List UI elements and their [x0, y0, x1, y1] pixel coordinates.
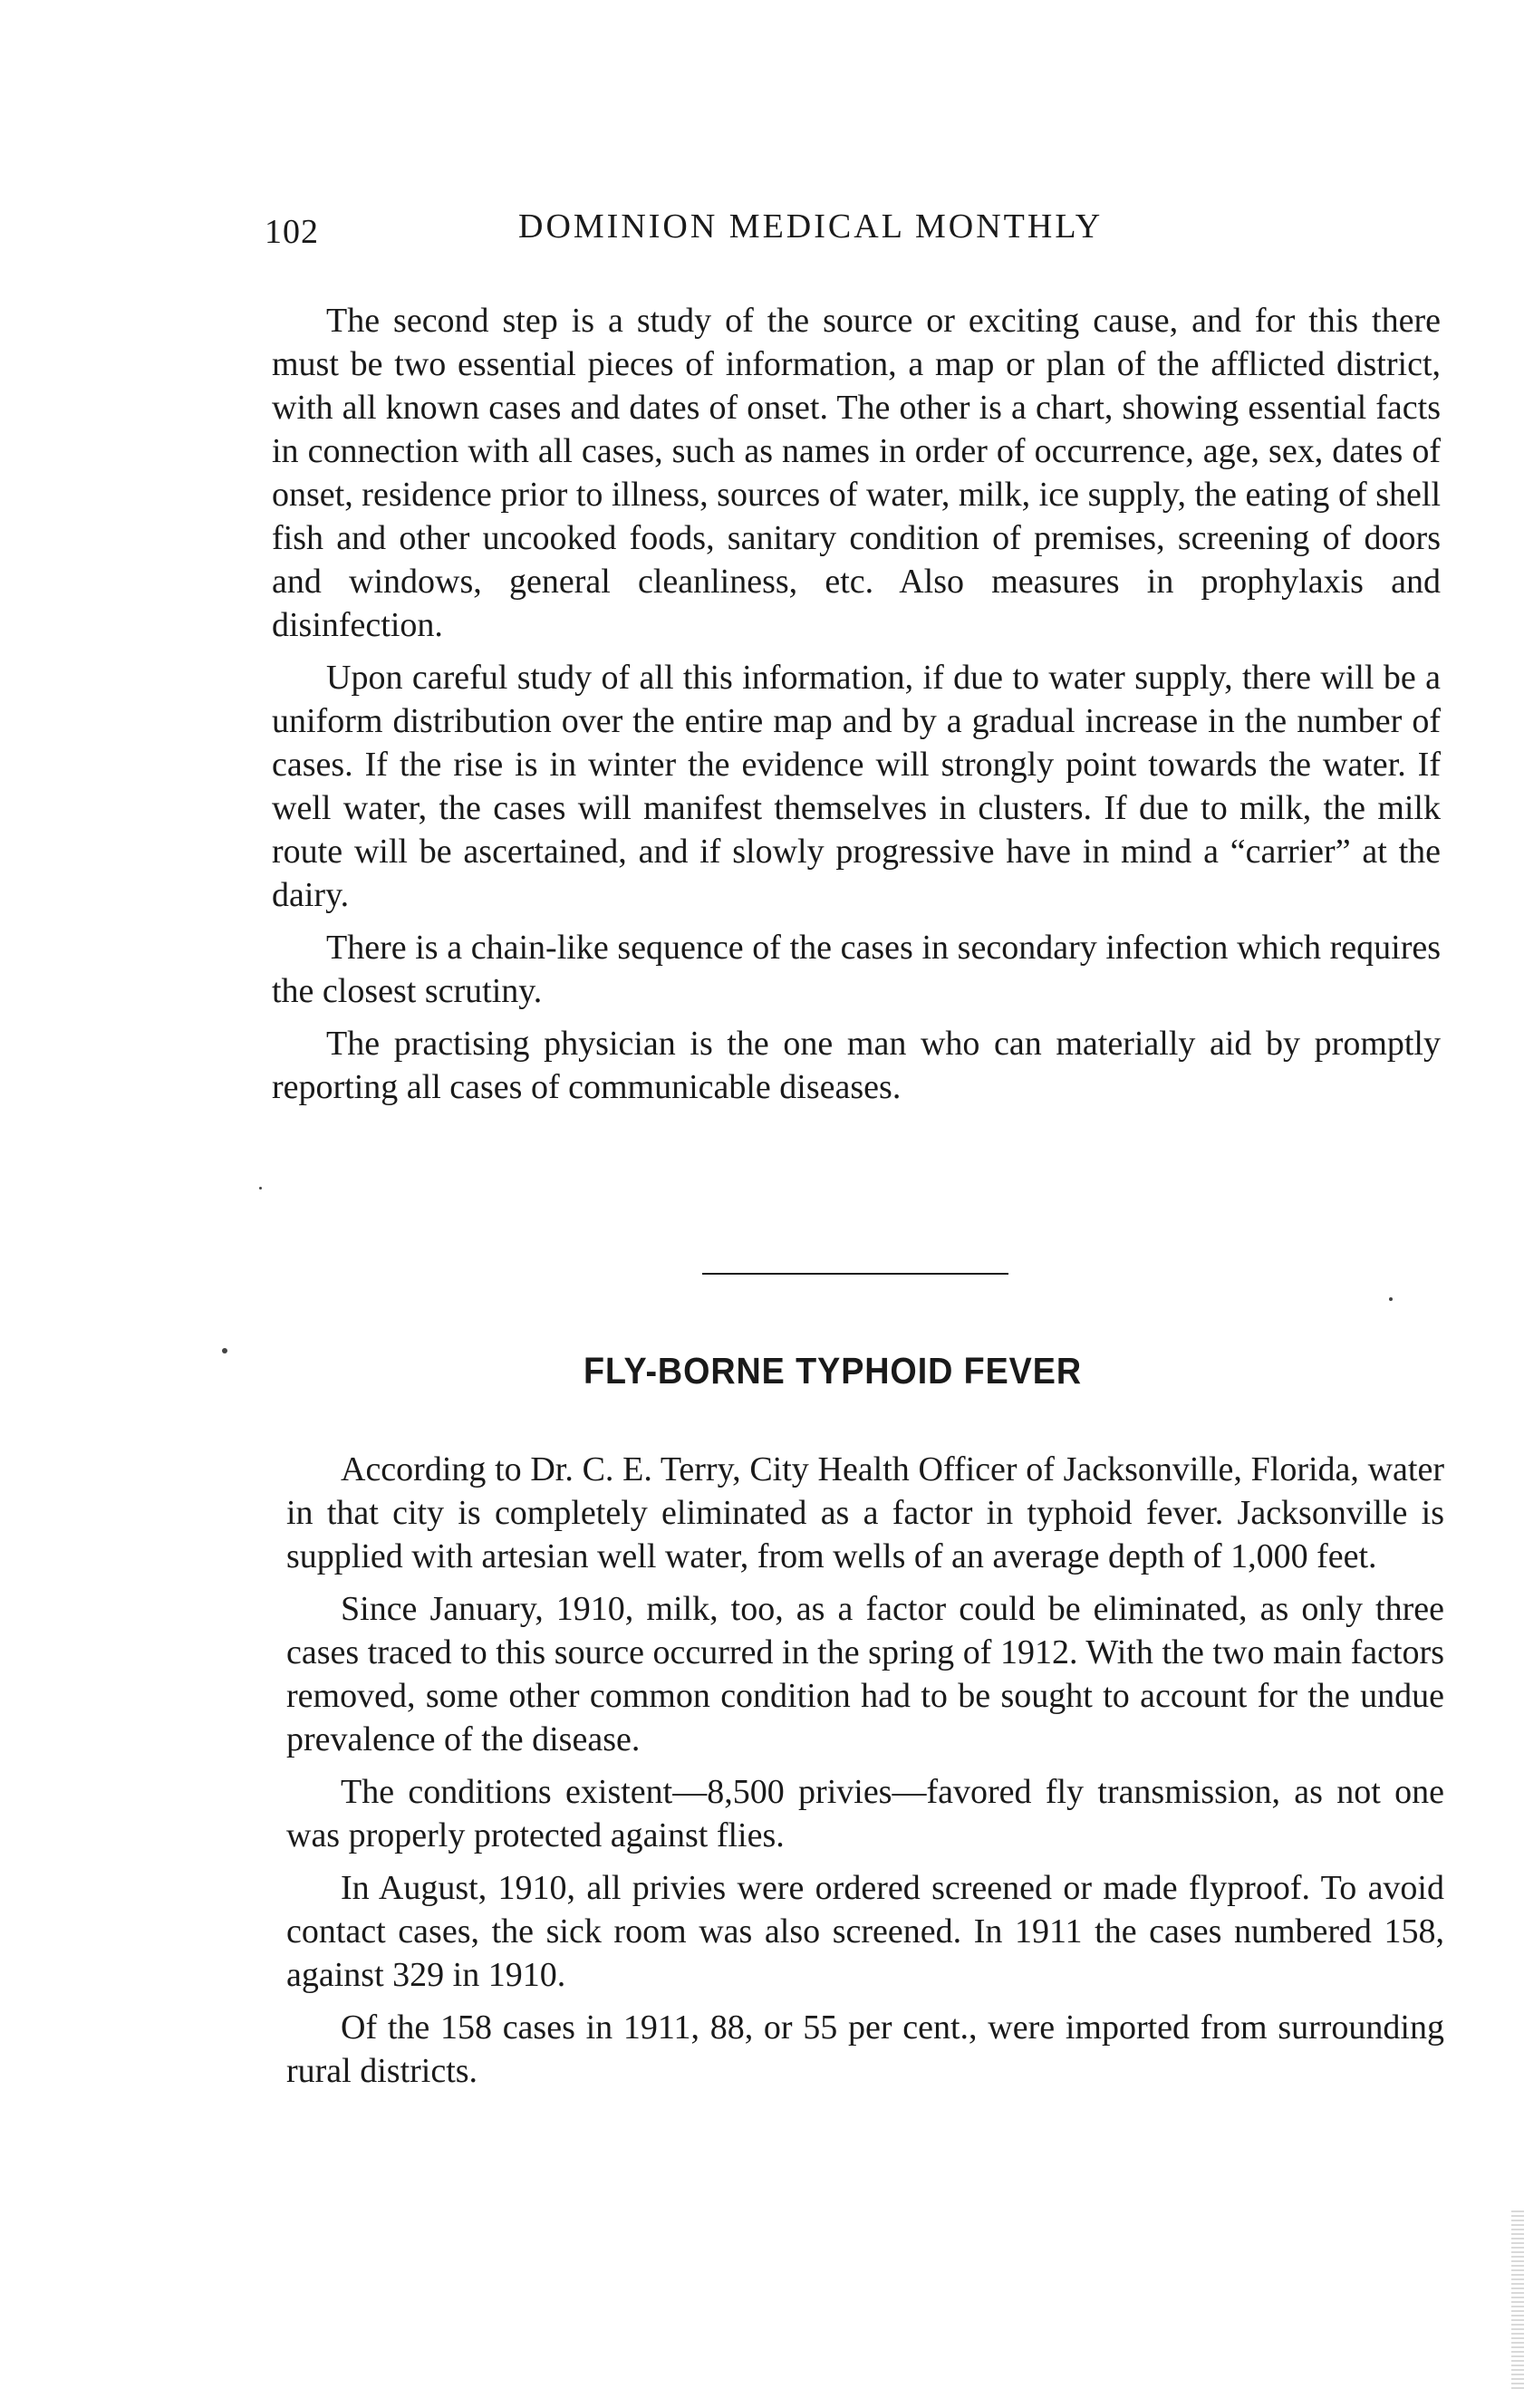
scan-speck	[259, 1187, 262, 1190]
paragraph: Since January, 1910, milk, too, as a factor could be eliminated, as only three cases traced to this source occurred in the spring of 1912. With the two main factors removed, some other common condition had to be sought to account for the undue prevalence of the disease.	[286, 1590, 1444, 1758]
continued-article-text	[272, 299, 1441, 1118]
scan-speck	[1389, 1297, 1393, 1301]
paragraph: The practising physician is the one man who can materially aid by promptly reporting all cases of communicable diseases.	[272, 1025, 1441, 1106]
paragraph: The second step is a study of the source or exciting cause, and for this there must be two essential pieces of information, a map or plan of the afflicted district, with all known cases and dates of onset. The other is a chart, showing essential facts in connection with all cases, such as names in order of occurrence, age, sex, dates of onset, residence prior to illness, sources of water, milk, ice supply, the eating of shell fish and other uncooked foods, sanitary condition of premises, screening of doors and windows, general cleanliness, etc. Also measures in prophylaxis and disinfection.	[272, 302, 1441, 644]
paragraph: Of the 158 cases in 1911, 88, or 55 per cent., were imported from surrounding rural districts.	[286, 2008, 1444, 2090]
section-divider	[702, 1273, 1008, 1275]
paragraph: The conditions existent—8,500 privies—favored fly transmission, as not one was properly protected against flies.	[286, 1773, 1444, 1854]
article-body	[286, 1448, 1444, 2102]
scan-edge-noise	[1511, 2211, 1524, 2392]
article-title: FLY-BORNE TYPHOID FEVER	[583, 1350, 1083, 1392]
running-title: DOMINION MEDICAL MONTHLY	[518, 207, 1104, 246]
paragraph: In August, 1910, all privies were ordered screened or made flyproof. To avoid contact cases, the sick room was also screened. In 1911 the cases numbered 158, against 329 in 1910.	[286, 1869, 1444, 1994]
paragraph: Upon careful study of all this information, if due to water supply, there will be a uniform distribution over the entire map and by a gradual increase in the number of cases. If the rise is in winter the evidence will strongly point towards the water. If well water, the cases will manifest themselves in clusters. If due to milk, the milk route will be ascertained, and if slowly progressive have in mind a “carrier” at the dairy.	[272, 659, 1441, 914]
paragraph: According to Dr. C. E. Terry, City Health Officer of Jacksonville, Florida, water in that city is completely eliminated as a factor in typhoid fever. Jacksonville is supplied with artesian well water, from wells of an average depth of 1,000 feet.	[286, 1450, 1444, 1575]
scan-speck	[222, 1348, 227, 1353]
page-number: 102	[265, 213, 319, 251]
page-header	[265, 207, 1180, 261]
paragraph: There is a chain-like sequence of the cases in secondary infection which requires the closest scrutiny.	[272, 929, 1441, 1010]
